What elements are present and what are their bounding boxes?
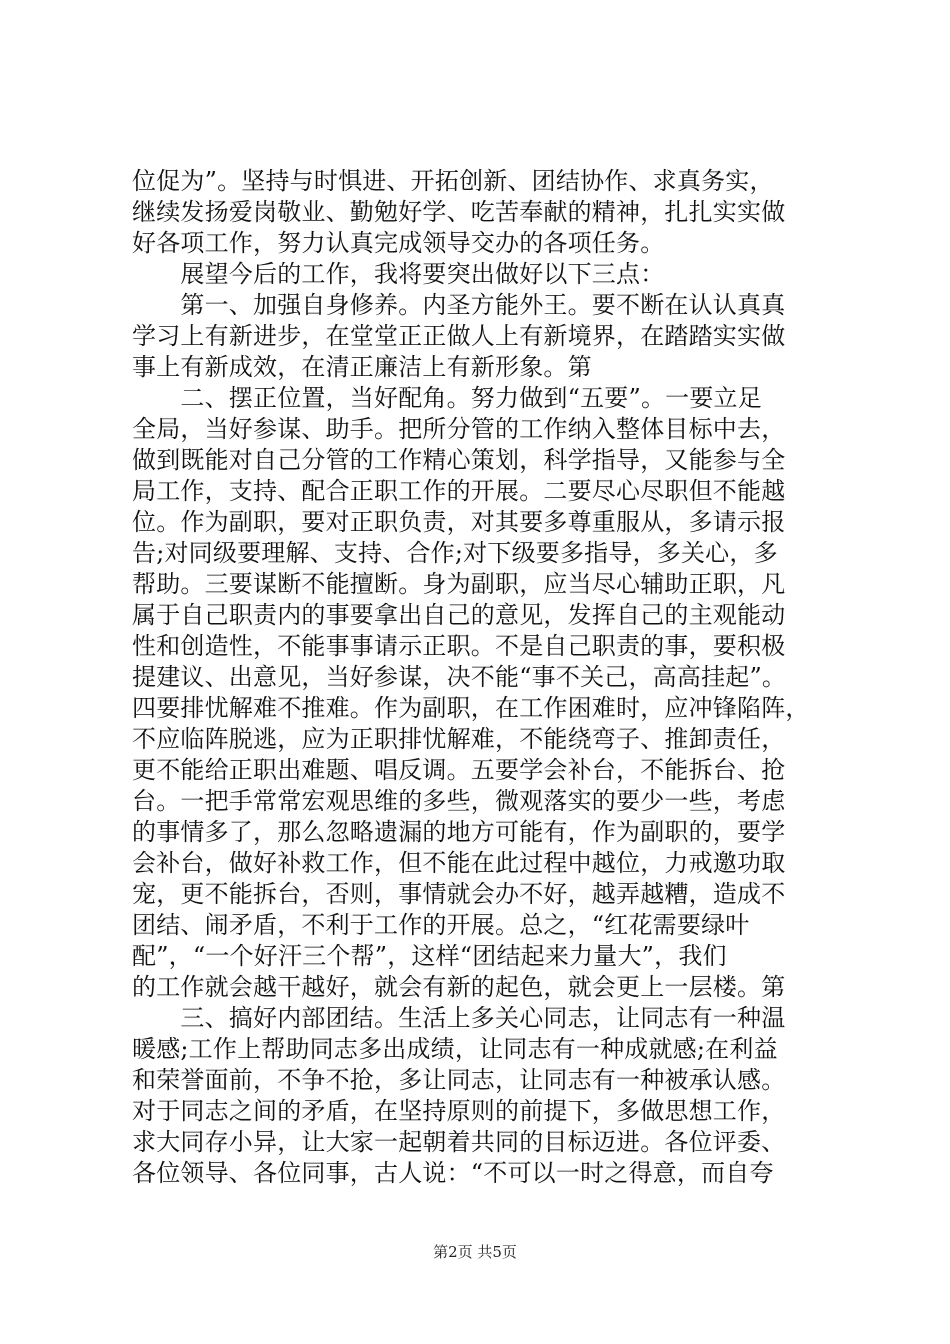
text-line: 全局，当好参谋、助手。把所分管的工作纳入整体目标中去，	[132, 415, 786, 443]
text-line: 属于自己职责内的事要拿出自己的意见，发挥自己的主观能动	[132, 601, 786, 629]
text-line: 帮助。三要谋断不能擅断。身为副职，应当尽心辅助正职，凡	[132, 570, 786, 598]
text-line: 更不能给正职出难题、唱反调。五要学会补台，不能拆台、抢	[132, 756, 786, 784]
text-line: 继续发扬爱岗敬业、勤勉好学、吃苦奉献的精神，扎扎实实做	[132, 198, 786, 226]
text-line: 做到既能对自己分管的工作精心策划，科学指导，又能参与全	[132, 446, 786, 474]
document-body	[132, 166, 832, 1189]
text-line: 提建议、出意见，当好参谋，决不能“事不关己，高高挂起”。	[132, 663, 787, 691]
text-line: 展望今后的工作，我将要突出做好以下三点：	[132, 260, 665, 288]
text-line: 位促为”。坚持与时惧进、开拓创新、团结协作、求真务实，	[132, 167, 774, 195]
text-line: 好各项工作，努力认真完成领导交办的各项任务。	[132, 229, 665, 257]
text-line: 的事情多了，那么忽略遗漏的地方可能有，作为副职的，要学	[132, 818, 786, 846]
text-line: 学习上有新进步，在堂堂正正做人上有新境界，在踏踏实实做	[132, 322, 786, 350]
text-line: 求大同存小异，让大家一起朝着共同的目标迈进。各位评委、	[132, 1128, 786, 1156]
page-footer: 第2页 共5页	[433, 1243, 517, 1261]
text-line: 性和创造性，不能事事请示正职。不是自己职责的事，要积极	[132, 632, 786, 660]
text-line: 二、摆正位置，当好配角。努力做到“五要”。一要立足	[132, 384, 762, 412]
text-line: 宠，更不能拆台，否则，事情就会办不好，越弄越糟，造成不	[132, 880, 786, 908]
text-line: 和荣誉面前，不争不抢，多让同志，让同志有一种被承认感。	[132, 1066, 786, 1094]
text-line: 位。作为副职，要对正职负责，对其要多尊重服从，多请示报	[132, 508, 786, 536]
text-line: 台。一把手常常宏观思维的多些，微观落实的要少一些，考虑	[132, 787, 786, 815]
text-line: 各位领导、各位同事，古人说：“不可以一时之得意，而自夸	[132, 1159, 774, 1187]
text-line: 告;对同级要理解、支持、合作;对下级要多指导，多关心，多	[132, 539, 778, 567]
text-line: 配”，“一个好汗三个帮”，这样“团结起来力量大”，我们	[132, 942, 727, 970]
text-line: 暖感;工作上帮助同志多出成绩，让同志有一种成就感;在利益	[132, 1035, 778, 1063]
text-line: 事上有新成效，在清正廉洁上有新形象。第	[132, 353, 592, 381]
text-line: 对于同志之间的矛盾，在坚持原则的前提下，多做思想工作，	[132, 1097, 786, 1125]
text-line: 不应临阵脱逃，应为正职排忧解难，不能绕弯子、推卸责任，	[132, 725, 786, 753]
text-line: 三、搞好内部团结。生活上多关心同志，让同志有一种温	[132, 1004, 786, 1032]
text-line: 局工作，支持、配合正职工作的开展。二要尽心尽职但不能越	[132, 477, 786, 505]
text-line: 第一、加强自身修养。内圣方能外王。要不断在认认真真	[132, 291, 786, 319]
text-line: 团结、闹矛盾，不利于工作的开展。总之，“红花需要绿叶	[132, 911, 750, 939]
text-line: 四要排忧解难不推难。作为副职，在工作困难时，应冲锋陷阵，	[132, 694, 810, 722]
text-line: 的工作就会越干越好，就会有新的起色，就会更上一层楼。第	[132, 973, 786, 1001]
text-line: 会补台，做好补救工作，但不能在此过程中越位，力戒邀功取	[132, 849, 786, 877]
